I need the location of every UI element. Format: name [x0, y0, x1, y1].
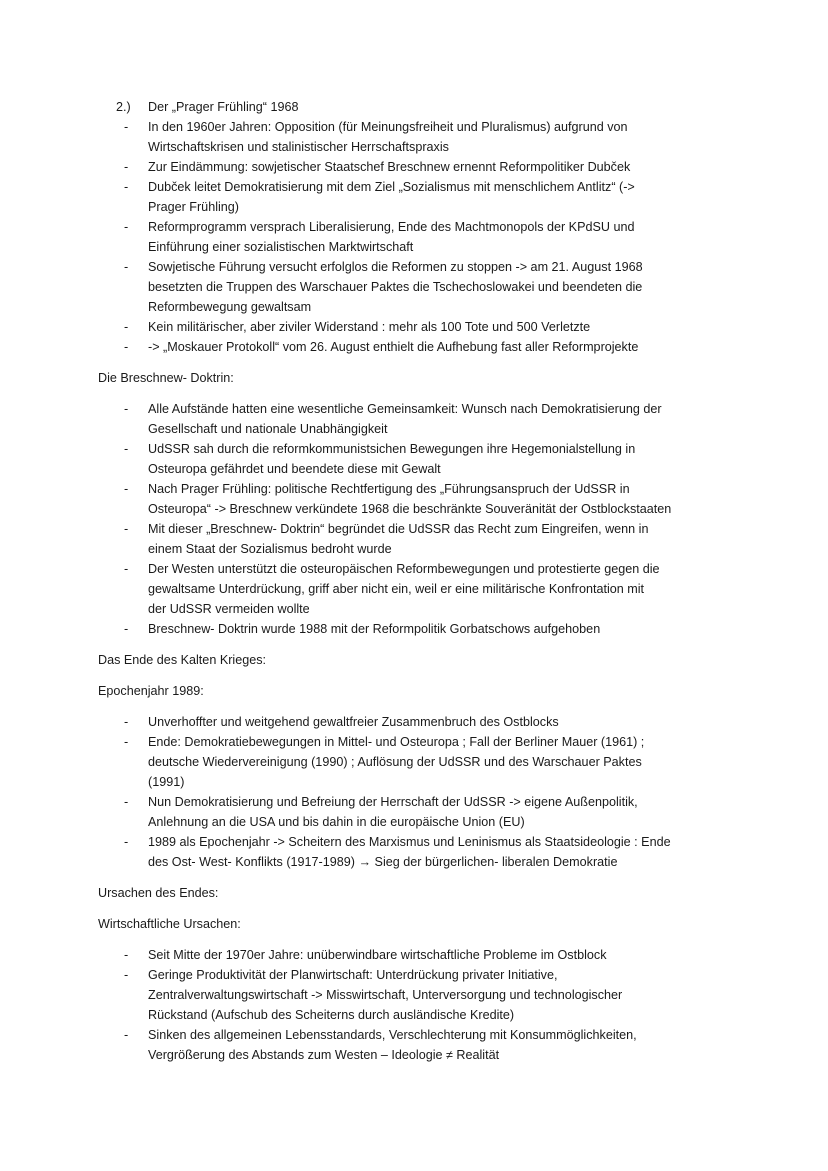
spacer: [98, 639, 738, 650]
bullet-dash: -: [124, 968, 129, 982]
list-item: [98, 439, 738, 479]
spacer: [98, 357, 738, 368]
list-item: [98, 177, 738, 217]
list-item-line: besetzten die Truppen des Warschauer Paktes die Tschechoslowakei und beendeten die: [148, 280, 643, 294]
list-item-line: deutsche Wiedervereinigung (1990) ; Auflösung der UdSSR und des Warschauer Paktes: [148, 755, 642, 769]
list-item-line: des Ost- West- Konflikts (1917-1989) → Sieg der bürgerlichen- liberalen Demokratie: [148, 855, 618, 869]
list-item-line: Kein militärischer, aber ziviler Widerstand : mehr als 100 Tote und 500 Verletzte: [148, 320, 591, 334]
list-item-line: -> „Moskauer Protokoll“ vom 26. August enthielt die Aufhebung fast aller Reformprojekte: [148, 340, 639, 354]
bullet-dash: -: [124, 835, 129, 849]
list-item-line: Rückstand (Aufschub des Scheiterns durch ausländische Kredite): [148, 1008, 515, 1022]
list-item: [98, 257, 738, 317]
list-item-line: Mit dieser „Breschnew- Doktrin“ begründet die UdSSR das Recht zum Eingreifen, wenn in: [148, 522, 649, 536]
list-item: [98, 157, 738, 177]
list-item: [98, 945, 738, 965]
bullet-dash: -: [124, 220, 129, 234]
list-item: [98, 519, 738, 559]
section-title: Der „Prager Frühling“ 1968: [148, 100, 299, 114]
list-item: [98, 1025, 738, 1065]
section-heading: Die Breschnew- Doktrin:: [98, 371, 234, 385]
list-item: [98, 317, 738, 337]
spacer: [98, 388, 738, 399]
list-item-line: gewaltsame Unterdrückung, griff aber nicht ein, weil er eine militärische Konfrontation mit: [148, 582, 645, 596]
list-item-line: Einführung einer sozialistischen Marktwirtschaft: [148, 240, 414, 254]
spacer: [98, 872, 738, 883]
list-item: [98, 559, 738, 619]
document-page: [98, 97, 738, 1065]
list-item-line: 1989 als Epochenjahr -> Scheitern des Marxismus und Leninismus als Staatsideologie : Ende: [148, 835, 671, 849]
list-item-line: Zur Eindämmung: sowjetischer Staatschef Breschnew ernennt Reformpolitiker Dubček: [148, 160, 631, 174]
list-item-line: Anlehnung an die USA und bis dahin in die europäische Union (EU): [148, 815, 525, 829]
section-heading: Wirtschaftliche Ursachen:: [98, 917, 241, 931]
list-item-line: Osteuropa gefährdet und beendete diese mit Gewalt: [148, 462, 441, 476]
bullet-dash: -: [124, 948, 129, 962]
section-heading: Ursachen des Endes:: [98, 886, 219, 900]
bullet-dash: -: [124, 260, 129, 274]
list-item: [98, 965, 738, 1025]
section-number: 2.): [116, 100, 131, 114]
list-item-line: Unverhoffter und weitgehend gewaltfreier Zusammenbruch des Ostblocks: [148, 715, 559, 729]
list-item-line: Seit Mitte der 1970er Jahre: unüberwindbare wirtschaftliche Probleme im Ostblock: [148, 948, 607, 962]
list-item-line: der UdSSR vermeiden wollte: [148, 602, 310, 616]
list-item: [98, 217, 738, 257]
list-item-line: Osteuropa“ -> Breschnew verkündete 1968 die beschränkte Souveränität der Ostblockstaaten: [148, 502, 672, 516]
bullet-dash: -: [124, 402, 129, 416]
list-item-line: Reformbewegung gewaltsam: [148, 300, 312, 314]
list-item-line: (1991): [148, 775, 185, 789]
spacer: [98, 670, 738, 681]
list-item-line: Alle Aufstände hatten eine wesentliche Gemeinsamkeit: Wunsch nach Demokratisierung der: [148, 402, 662, 416]
list-item: [98, 712, 738, 732]
bullet-dash: -: [124, 1028, 129, 1042]
bullet-dash: -: [124, 622, 129, 636]
list-item-line: Nach Prager Frühling: politische Rechtfertigung des „Führungsanspruch der UdSSR in: [148, 482, 630, 496]
bullet-dash: -: [124, 340, 129, 354]
list-item: [98, 399, 738, 439]
list-item-line: Vergrößerung des Abstands zum Westen – Ideologie ≠ Realität: [148, 1048, 500, 1062]
list-item-line: Der Westen unterstützt die osteuropäischen Reformbewegungen und protestierte gegen die: [148, 562, 660, 576]
bullet-dash: -: [124, 320, 129, 334]
spacer: [98, 934, 738, 945]
bullet-dash: -: [124, 795, 129, 809]
spacer: [98, 903, 738, 914]
list-item-line: Breschnew- Doktrin wurde 1988 mit der Reformpolitik Gorbatschows aufgehoben: [148, 622, 601, 636]
list-item: [98, 337, 738, 357]
list-item-line: Gesellschaft und nationale Unabhängigkeit: [148, 422, 388, 436]
list-item-line: Wirtschaftskrisen und stalinistischer Herrschaftspraxis: [148, 140, 449, 154]
bullet-dash: -: [124, 180, 129, 194]
section-heading: Das Ende des Kalten Krieges:: [98, 653, 267, 667]
list-item: [98, 479, 738, 519]
spacer: [98, 701, 738, 712]
list-item-line: Ende: Demokratiebewegungen in Mittel- und Osteuropa ; Fall der Berliner Mauer (1961) ;: [148, 735, 645, 749]
section-heading: Epochenjahr 1989:: [98, 684, 204, 698]
bullet-dash: -: [124, 160, 129, 174]
bullet-dash: -: [124, 562, 129, 576]
bullet-dash: -: [124, 442, 129, 456]
list-item-line: Prager Frühling): [148, 200, 239, 214]
list-item-line: Sowjetische Führung versucht erfolglos die Reformen zu stoppen -> am 21. August 1968: [148, 260, 643, 274]
list-item-line: In den 1960er Jahren: Opposition (für Meinungsfreiheit und Pluralismus) aufgrund von: [148, 120, 628, 134]
list-item-line: Geringe Produktivität der Planwirtschaft: Unterdrückung privater Initiative,: [148, 968, 558, 982]
section-heading: [98, 97, 738, 117]
list-item-line: Reformprogramm versprach Liberalisierung, Ende des Machtmonopols der KPdSU und: [148, 220, 635, 234]
list-item: [98, 732, 738, 792]
list-item-line: Sinken des allgemeinen Lebensstandards, Verschlechterung mit Konsummöglichkeiten,: [148, 1028, 637, 1042]
list-item-line: einem Staat der Sozialismus bedroht wurde: [148, 542, 392, 556]
list-item-line: Dubček leitet Demokratisierung mit dem Ziel „Sozialismus mit menschlichem Antlitz“ (->: [148, 180, 635, 194]
bullet-dash: -: [124, 715, 129, 729]
bullet-dash: -: [124, 120, 129, 134]
bullet-dash: -: [124, 522, 129, 536]
bullet-dash: -: [124, 482, 129, 496]
list-item: [98, 619, 738, 639]
list-item-line: Zentralverwaltungswirtschaft -> Misswirtschaft, Unterversorgung und technologischer: [148, 988, 623, 1002]
list-item-line: UdSSR sah durch die reformkommunistsichen Bewegungen ihre Hegemonialstellung in: [148, 442, 636, 456]
list-item: [98, 117, 738, 157]
bullet-dash: -: [124, 735, 129, 749]
list-item: [98, 792, 738, 832]
list-item-line: Nun Demokratisierung und Befreiung der Herrschaft der UdSSR -> eigene Außenpolitik,: [148, 795, 638, 809]
list-item: [98, 832, 738, 872]
